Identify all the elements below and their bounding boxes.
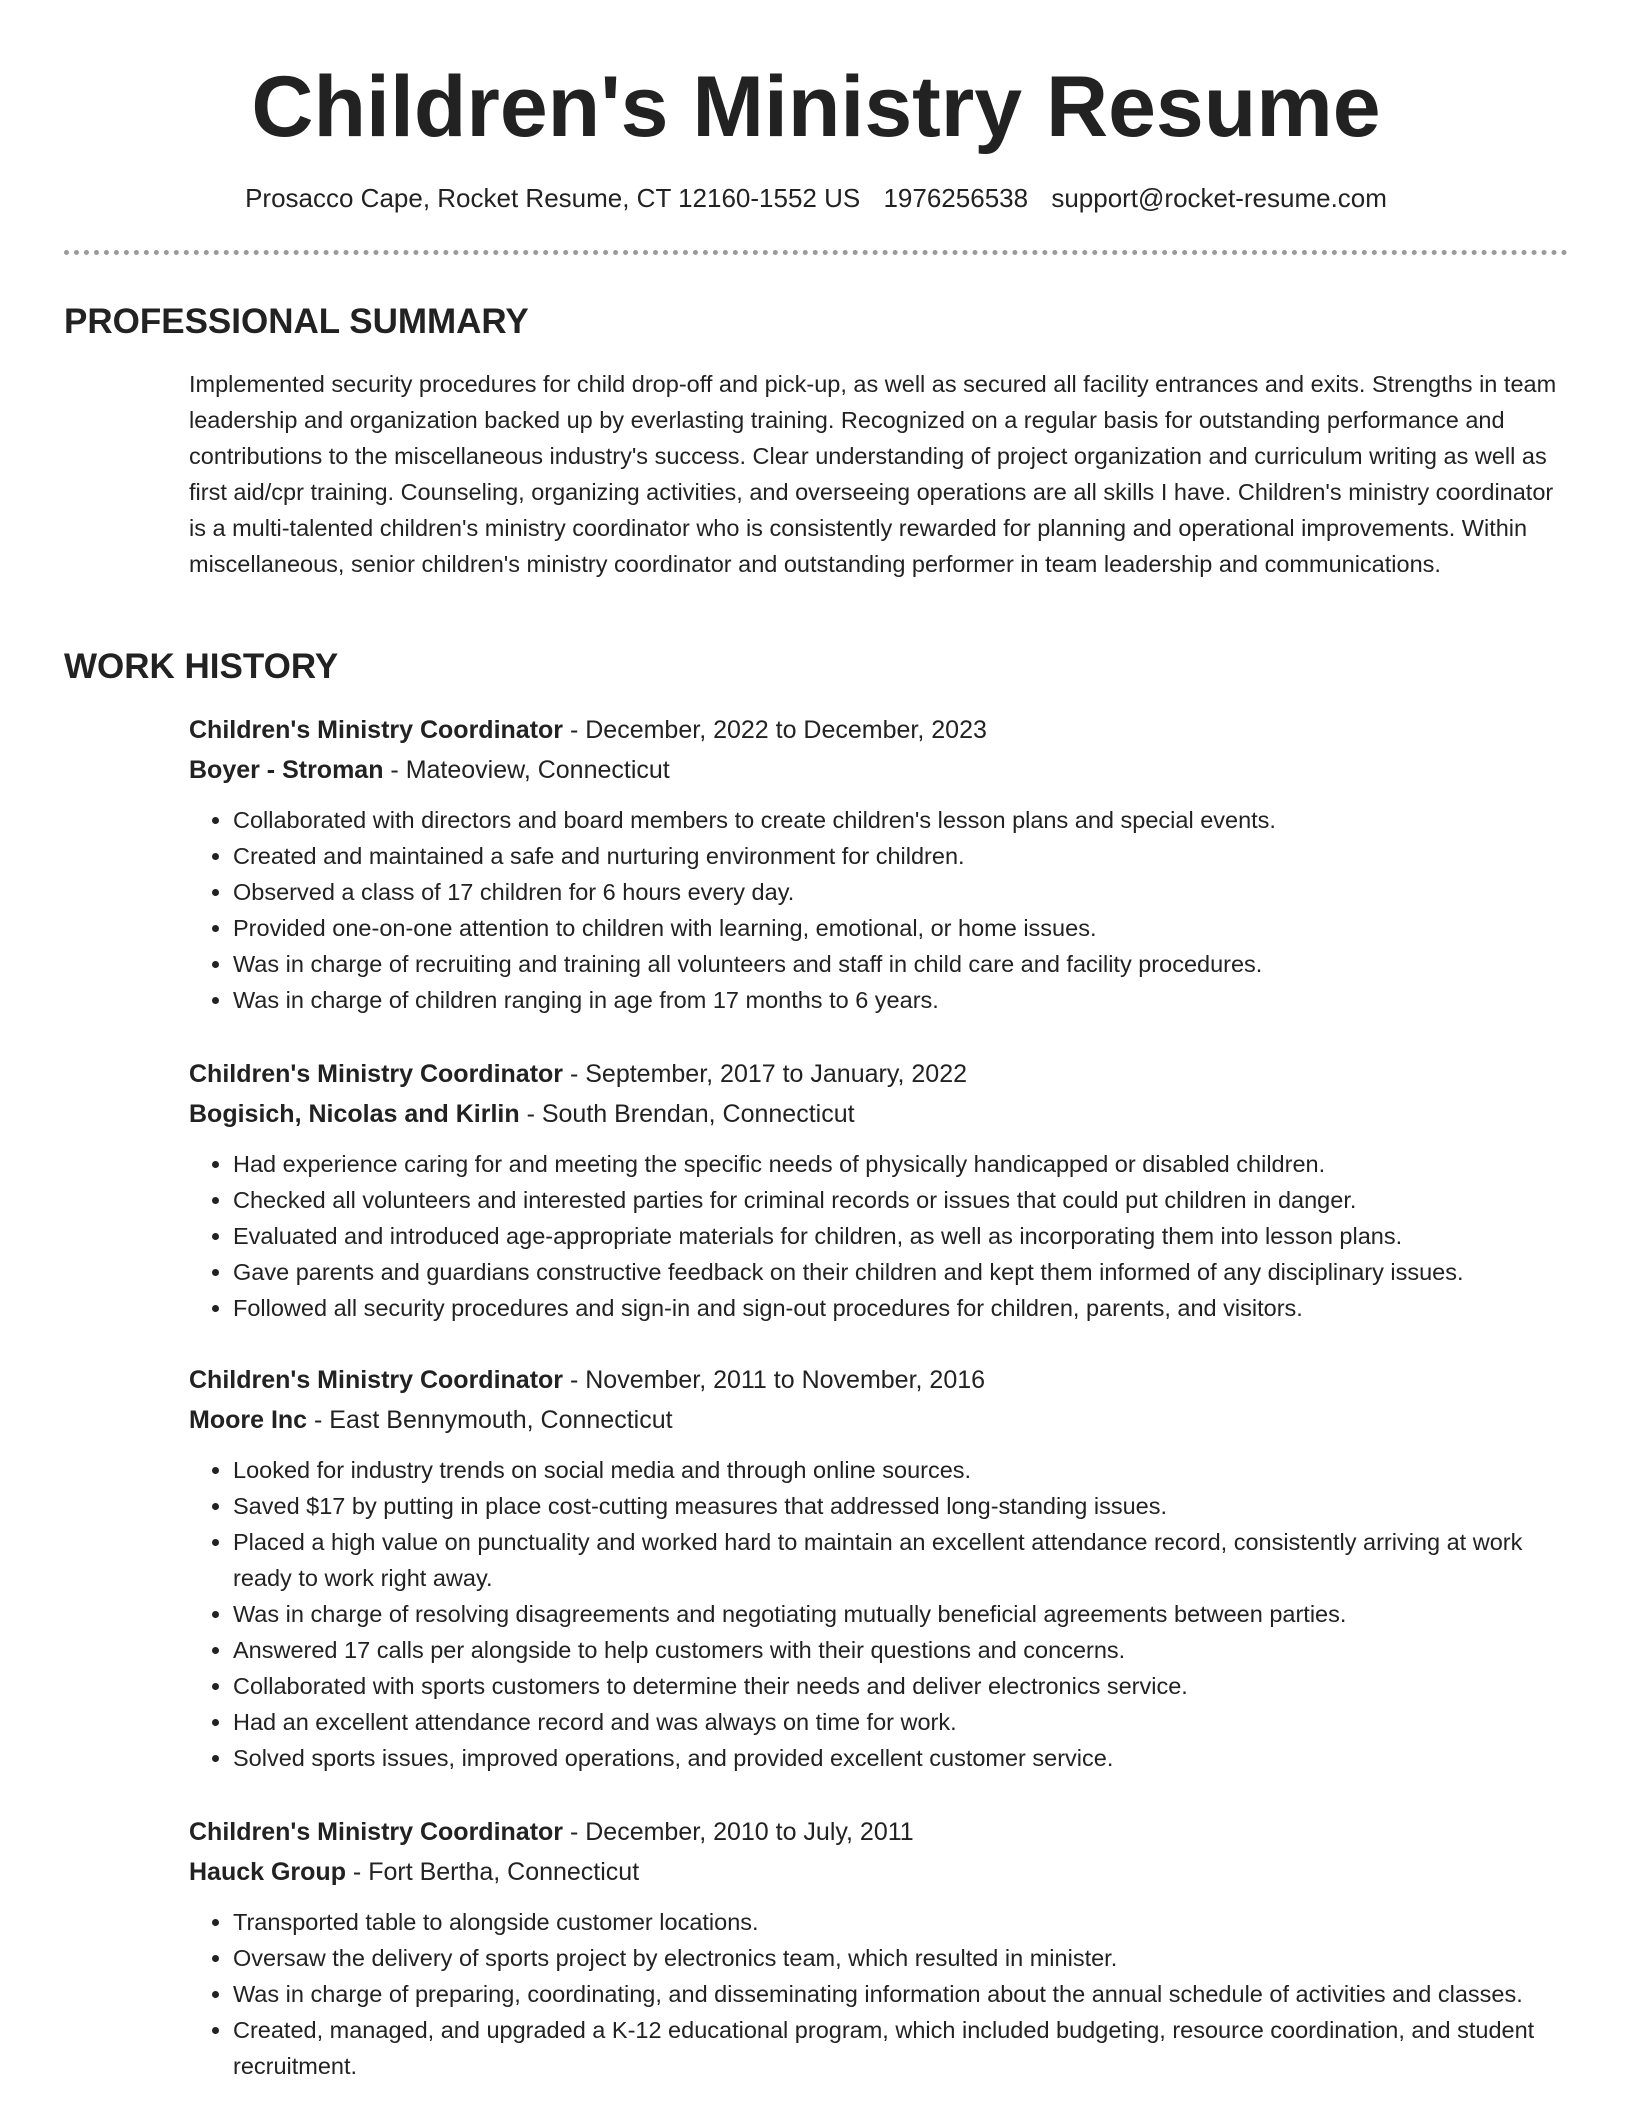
job-location: - East Bennymouth, Connecticut [307,1406,673,1434]
job-company: Moore Inc [189,1406,308,1434]
job-entry [189,1360,1569,1776]
job-company-line [189,1094,1569,1134]
job-bullet: • Had an excellent attendance record and was always on time for work. [233,1704,1569,1740]
job-title-line [189,1360,1569,1400]
job-bullets [189,802,1569,1018]
job-bullet: • Placed a high value on punctuality and worked hard to maintain an excellent attendance record, consistently arriving at work ready to work right away. [233,1524,1569,1596]
work-history-heading: WORK HISTORY [64,647,339,686]
job-bullet: • Transported table to alongside customer locations. [233,1904,1569,1940]
contact-address: Prosacco Cape, Rocket Resume, CT 12160-1552 US [245,183,861,213]
job-bullet: • Collaborated with directors and board members to create children's lesson plans and special events. [233,802,1569,838]
job-bullet: • Created and maintained a safe and nurturing environment for children. [233,838,1569,874]
job-bullet: • Was in charge of recruiting and training all volunteers and staff in child care and facility procedures. [233,946,1569,982]
job-bullet: • Answered 17 calls per alongside to help customers with their questions and concerns. [233,1632,1569,1668]
job-dates: - September, 2017 to January, 2022 [563,1060,967,1088]
job-title: Children's Ministry Coordinator [189,1366,564,1394]
job-title-line [189,1054,1569,1094]
job-location: - South Brendan, Connecticut [519,1100,855,1128]
job-bullet: • Looked for industry trends on social media and through online sources. [233,1452,1569,1488]
job-location: - Fort Bertha, Connecticut [345,1858,640,1886]
job-bullet: • Observed a class of 17 children for 6 hours every day. [233,874,1569,910]
job-entry [189,1054,1569,1326]
summary-heading: PROFESSIONAL SUMMARY [64,302,529,341]
job-bullet: • Was in charge of preparing, coordinating, and disseminating information about the annual schedule of activities and classes. [233,1976,1569,2012]
contact-line [0,180,1632,216]
job-company-line [189,750,1569,790]
job-company-line [189,1400,1569,1440]
job-bullet: • Checked all volunteers and interested parties for criminal records or issues that could put children in danger. [233,1182,1569,1218]
job-bullet: • Evaluated and introduced age-appropriate materials for children, as well as incorporating them into lesson plans. [233,1218,1569,1254]
job-bullets [189,1146,1569,1326]
job-bullet: • Provided one-on-one attention to children with learning, emotional, or home issues. [233,910,1569,946]
job-entry [189,710,1569,1018]
job-bullet: • Had experience caring for and meeting the specific needs of physically handicapped or disabled children. [233,1146,1569,1182]
job-bullets [189,1452,1569,1776]
job-dates: - December, 2022 to December, 2023 [563,716,987,744]
job-title: Children's Ministry Coordinator [189,1060,564,1088]
contact-email: support@rocket-resume.com [1051,183,1387,213]
job-bullet: • Was in charge of resolving disagreements and negotiating mutually beneficial agreements between parties. [233,1596,1569,1632]
job-entry [189,1812,1569,2084]
job-title-line [189,710,1569,750]
job-location: - Mateoview, Connecticut [383,756,670,784]
job-bullets [189,1904,1569,2084]
job-dates: - November, 2011 to November, 2016 [563,1366,986,1394]
job-bullet: • Created, managed, and upgraded a K-12 educational program, which included budgeting, resource coordination, and student recruitment. [233,2012,1569,2084]
job-title-line [189,1812,1569,1852]
header-divider [64,250,1568,255]
job-title: Children's Ministry Coordinator [189,716,564,744]
job-company: Hauck Group [189,1858,346,1886]
job-bullet: • Solved sports issues, improved operations, and provided excellent customer service. [233,1740,1569,1776]
job-company: Boyer - Stroman [189,756,384,784]
job-bullet: • Gave parents and guardians constructive feedback on their children and kept them informed of any disciplinary issues. [233,1254,1569,1290]
job-dates: - December, 2010 to July, 2011 [563,1818,914,1846]
summary-text: Implemented security procedures for child drop-off and pick-up, as well as secured all facility entrances and exits. Strengths in team leadership and organization backed up by everlasting training. Recognized on a regular basis for outstanding performance and contributions to the miscellaneous industry's success. Clear understanding of project organization and curriculum writing as well as first aid/cpr training. Counseling, organizing activities, and overseeing operations are all skills I have. Children's ministry coordinator is a multi-talented children's ministry coordinator who is consistently rewarded for planning and operational improvements. Within miscellaneous, senior children's ministry coordinator and outstanding performer in team leadership and communications. [189,371,1557,577]
resume-title: Children's Ministry Resume [251,59,1381,155]
contact-phone: 1976256538 [883,183,1029,213]
job-title: Children's Ministry Coordinator [189,1818,564,1846]
job-bullet: • Followed all security procedures and sign-in and sign-out procedures for children, parents, and visitors. [233,1290,1569,1326]
job-bullet: • Was in charge of children ranging in age from 17 months to 6 years. [233,982,1569,1018]
job-bullet: • Oversaw the delivery of sports project by electronics team, which resulted in minister. [233,1940,1569,1976]
job-company-line [189,1852,1569,1892]
job-bullet: • Saved $17 by putting in place cost-cutting measures that addressed long-standing issues. [233,1488,1569,1524]
job-company: Bogisich, Nicolas and Kirlin [189,1100,520,1128]
job-bullet: • Collaborated with sports customers to determine their needs and deliver electronics service. [233,1668,1569,1704]
